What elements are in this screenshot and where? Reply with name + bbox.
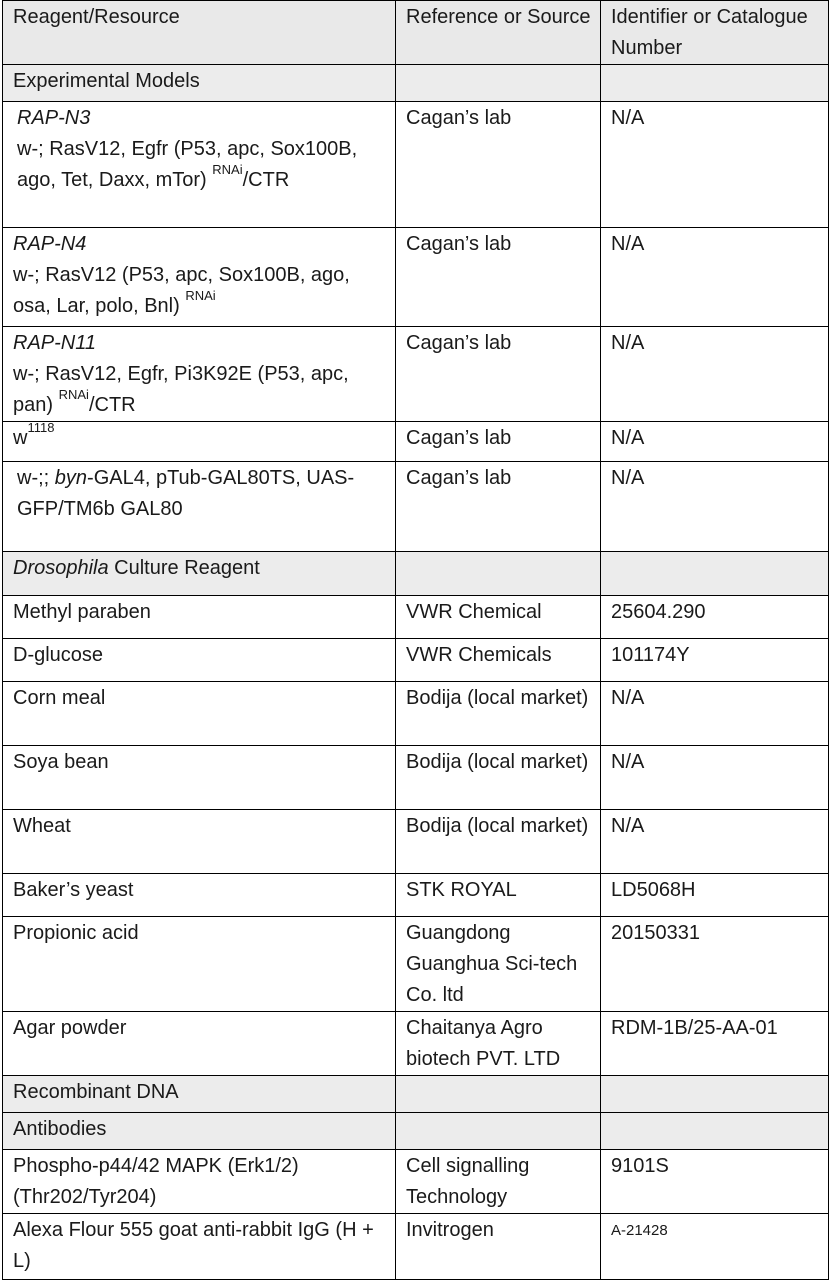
reagent-cell bbox=[3, 228, 396, 327]
table-row bbox=[3, 1214, 829, 1280]
reagent-cell: $w^{1118}$ bbox=[3, 422, 396, 462]
strain-name: RAP-N3 bbox=[17, 107, 91, 129]
section-title: Drosophila Culture Reagent bbox=[3, 552, 396, 596]
source-cell: Cell signalling Technology bbox=[396, 1150, 601, 1214]
section-row bbox=[3, 65, 829, 102]
source-cell: Cagan’s lab bbox=[396, 462, 601, 552]
identifier-cell: N/A bbox=[601, 810, 829, 874]
genotype-text: w-; RasV12, Egfr, Pi3K92E (P53, apc, pan) bbox=[13, 363, 349, 416]
identifier-cell: N/A bbox=[601, 422, 829, 462]
identifier-cell: N/A bbox=[601, 102, 829, 228]
identifier-cell: 9101S bbox=[601, 1150, 829, 1214]
genotype-sup: RNAi bbox=[185, 288, 216, 303]
header-source: Reference or Source bbox=[396, 1, 601, 65]
source-cell: Cagan’s lab bbox=[396, 102, 601, 228]
header-row bbox=[3, 1, 829, 65]
genotype-sup: RNAi bbox=[58, 387, 89, 402]
source-cell: Guangdong Guanghua Sci-tech Co. ltd bbox=[396, 917, 601, 1012]
table-row bbox=[3, 682, 829, 746]
source-cell: Cagan’s lab bbox=[396, 422, 601, 462]
source-cell: STK ROYAL bbox=[396, 874, 601, 917]
reagent-cell bbox=[3, 327, 396, 422]
table-row bbox=[3, 102, 829, 228]
section-row bbox=[3, 552, 829, 596]
table-row bbox=[3, 1150, 829, 1214]
genotype-sup: RNAi bbox=[212, 162, 243, 177]
reagent-table bbox=[2, 0, 829, 1280]
reagent-cell: Baker’s yeast bbox=[3, 874, 396, 917]
strain-name: RAP-N11 bbox=[13, 332, 96, 354]
genotype-text: w-; RasV12, Egfr (P53, apc, Sox100B, ago, Tet, Daxx, mTor) bbox=[17, 138, 358, 191]
identifier-cell: A-21428 bbox=[601, 1214, 829, 1280]
source-cell: Bodija (local market) bbox=[396, 746, 601, 810]
identifier-cell: RDM-1B/25-AA-01 bbox=[601, 1012, 829, 1076]
source-cell: Bodija (local market) bbox=[396, 810, 601, 874]
table-row bbox=[3, 1012, 829, 1076]
table-row bbox=[3, 462, 829, 552]
reagent-cell: Wheat bbox=[3, 810, 396, 874]
identifier-cell: N/A bbox=[601, 746, 829, 810]
table-row bbox=[3, 874, 829, 917]
section-title: Experimental Models bbox=[3, 65, 396, 102]
reagent-cell: Alexa Flour 555 goat anti-rabbit IgG (H + L) bbox=[3, 1214, 396, 1280]
strain-sup: 1118 bbox=[27, 421, 55, 435]
table-row bbox=[3, 810, 829, 874]
header-identifier: Identifier or Catalogue Number bbox=[601, 1, 829, 65]
reagent-cell: Phospho-p44/42 MAPK (Erk1/2) (Thr202/Tyr204) bbox=[3, 1150, 396, 1214]
reagent-cell: Agar powder bbox=[3, 1012, 396, 1076]
genotype-text: w-; RasV12 (P53, apc, Sox100B, ago, osa, Lar, polo, Bnl) bbox=[13, 264, 350, 317]
reagent-cell: Propionic acid bbox=[3, 917, 396, 1012]
source-cell: Invitrogen bbox=[396, 1214, 601, 1280]
source-cell: Cagan’s lab bbox=[396, 228, 601, 327]
identifier-cell: 101174Y bbox=[601, 639, 829, 682]
genotype-suffix: /CTR bbox=[242, 169, 290, 191]
section-title: Antibodies bbox=[3, 1113, 396, 1150]
header-reagent: Reagent/Resource bbox=[3, 1, 396, 65]
reagent-cell: w-;; byn-GAL4, pTub-GAL80TS, UAS-GFP/TM6b GAL80 bbox=[3, 462, 396, 552]
identifier-cell: N/A bbox=[601, 682, 829, 746]
table-row bbox=[3, 746, 829, 810]
genotype-suffix: /CTR bbox=[88, 394, 136, 416]
section-title: Recombinant DNA bbox=[3, 1076, 396, 1113]
reagent-cell bbox=[3, 102, 396, 228]
source-cell: Cagan’s lab bbox=[396, 327, 601, 422]
table-row bbox=[3, 228, 829, 327]
source-cell: Bodija (local market) bbox=[396, 682, 601, 746]
identifier-cell: N/A bbox=[601, 462, 829, 552]
source-cell: VWR Chemicals bbox=[396, 639, 601, 682]
reagent-cell: D-glucose bbox=[3, 639, 396, 682]
reagent-cell: Methyl paraben bbox=[3, 596, 396, 639]
reagent-cell: Soya bean bbox=[3, 746, 396, 810]
table-row bbox=[3, 327, 829, 422]
table-row bbox=[3, 422, 829, 462]
table-row bbox=[3, 596, 829, 639]
identifier-cell: N/A bbox=[601, 327, 829, 422]
reagent-cell: Corn meal bbox=[3, 682, 396, 746]
section-row bbox=[3, 1076, 829, 1113]
strain-name: RAP-N4 bbox=[13, 233, 87, 255]
source-cell: VWR Chemical bbox=[396, 596, 601, 639]
section-row bbox=[3, 1113, 829, 1150]
identifier-cell: 20150331 bbox=[601, 917, 829, 1012]
table-row bbox=[3, 639, 829, 682]
identifier-cell: LD5068H bbox=[601, 874, 829, 917]
identifier-cell: N/A bbox=[601, 228, 829, 327]
source-cell: Chaitanya Agro biotech PVT. LTD bbox=[396, 1012, 601, 1076]
table-row bbox=[3, 917, 829, 1012]
identifier-cell: 25604.290 bbox=[601, 596, 829, 639]
